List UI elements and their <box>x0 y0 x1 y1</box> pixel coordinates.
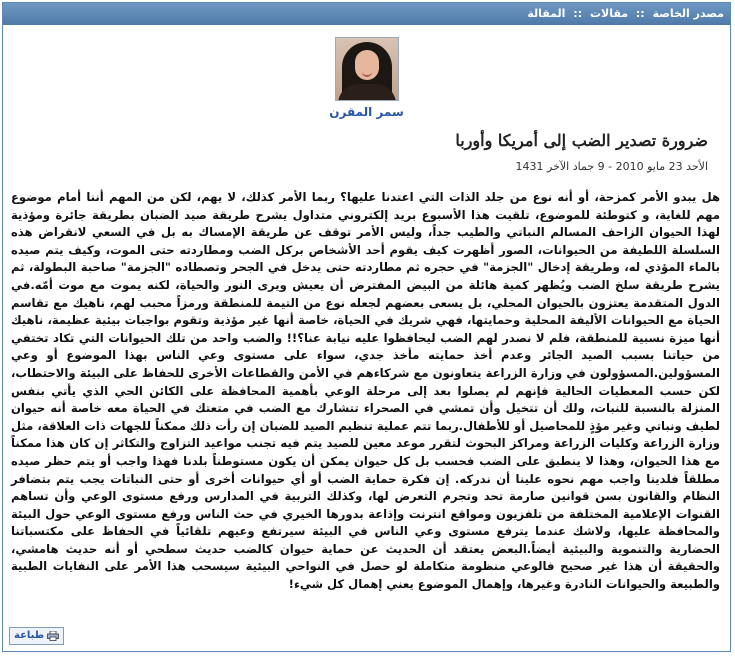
breadcrumb-item-article: المقالة <box>527 7 566 20</box>
print-button[interactable] <box>9 627 64 645</box>
breadcrumb-item-source[interactable]: مصدر الخاصة <box>652 7 724 20</box>
printer-icon <box>47 631 59 641</box>
article-frame <box>2 2 731 652</box>
print-label: طباعة <box>14 630 45 641</box>
breadcrumb-separator: :: <box>635 7 645 20</box>
breadcrumb-item-articles[interactable]: مقالات <box>589 7 629 20</box>
author-photo[interactable] <box>335 37 399 101</box>
article-title: ضرورة تصدير الضب إلى أمريكا وأوربا <box>455 131 708 150</box>
breadcrumb-separator: :: <box>573 7 583 20</box>
author-block <box>3 37 730 119</box>
article-date: الأحد 23 مايو 2010 - 9 جماد الآخر 1431 <box>515 160 708 173</box>
breadcrumb <box>3 3 730 25</box>
article-body: هل يبدو الأمر كمزحة، أو أنه نوع من جلد الذات التي اعتدنا عليها؟ ربما الأمر كذلك، لا يهم، لكن من المهم أننا أمام موضوع مهم للغاية، و كتوطئة للموضوع، تلقيت هذا الأسبوع بريد إلكتروني متداول يشرح طريقة صيد الضبان بطريقة جائرة ومؤذية لهذا الحيوان الزاحف المسالم النباتي والطيب جداً، وليس الأمر توقف عن طريقة الإمساك به بل في السعي لانقراض هذه السلسلة اللطيفة من الحيوانات، الصور أظهرت كيف يقوم أحد الأشخاص بركل الضب ومطاردته حتى الموت، وكيف يتم صيده بالماء المؤذي له، وطريقة إدخال "الجزمة" في حجره ثم مطاردته حتى يدخل في الجحر وتصطاده "الجزمة" صاحبة البطولة، ثم يشرح طريقة سلخ الضب ويُظهر كمية هائلة من البيض المفترض أن يعيش ويرى النور والحياة، لكنه يموت مع موت أمّه.في الدول المتقدمة يعتزون بالحيوان المحلي، بل يسعى بعضهم لجعله نوع من التيمة للمنطقة ورمزاً محبب لهم، ناهيك مع تقاسم الحياة مع الحيوانات الأليفة المحلية وحمايتها، فهي شريك في الحياة، خاصة أنها غير مؤذية وتقوم بواجبات بيئية عظيمة، ناهيك أنها ميزة نسبية للمنطقة، فلم لا نصدر لهم الضب ليحافظوا عليه نيابة عنا؟!! والضب واحد من تلك الحيوانات التي تكاد تختفي من حياتنا بسبب الصيد الجائر وعدم أخذ حمايته مأخذ جدي، سواء على مستوى وعي الناس بهذا الموضوع أو وعي المسؤولين.المسؤولون في وزارة الزراعة يتعاونون مع شركاءهم في الأمن والقطاعات الأخرى للحفاظ على البيئة والاحتطاب، لكن حسب المعطيات الحالية فإنهم لم يصلوا بعد إلى مرحلة الوعي بأهمية المحافظة على الكائن الحي الذي يأتي بنفس المنزلة بالنسبة للنبات، ولك أن تتخيل وأن تمشي في الصحراء تتشارك مع الضب في متعتك في الحياة معه خاصة أنه حيوان لطيف ونباتي وغير مؤذٍ للمحاصيل أو للأطفال.ربما تتم عملية تنظيم الصيد للضبان إن رأت ذلك ممكناً للجهات ذات العلاقة، مثل وزارة الزراعة وكليات الزراعة ومراكز البحوث لتقرر موعد معين للصيد يتم فيه تجنب مواعيد التزاوج والتكاثر إن كان هذا ممكناً مع هذا الحيوان، وهذا لا ينطبق على الضب فحسب بل كل حيوان يمكن أن يكون مستوطناً بلدنا فهذا واجب أو يتم حظر صيده مطلقاً فلدينا واجب مهم نحوه علينا أن ندركه. إن فكرة حماية الضب أو أي حيوانات أخرى أو حتى النباتات يجب يتم بتضافر النظام والقانون بسن قوانين صارمة تحد وتجرم التعرض لها، وكذلك التربية في المدارس ورفع مستوى الوعي وأن تساهم القنوات الإعلامية المختلفة من تلفزيون ومواقع انترنت وإذاعة بدورها الخيري في حث الناس ورفع مستوى الوعي حول البيئة والمحافظة عليها، ولاشك عندما يترفع مستوى وعي الناس في البيئة سيرتفع وعيهم تلقائياً في الحفاظ على مكتسباتنا الحضارية والتنموية والبيئية أيضاً.البعض يعتقد أن الحديث عن حماية حيوان كالضب حديث سطحي أو أنه حديث هامشي، والحقيقة أن هذا غير صحيح فالوعي منظومة متكاملة لو حصل في النواحي البيئية سيسحب هذا الأمر على النفايات الطبية والطبيعة والحيوانات النادرة وغيرها، وإهمال الموضوع يعني إهمال كل شيء! <box>11 190 720 592</box>
author-name[interactable]: سمر المقرن <box>329 105 404 119</box>
